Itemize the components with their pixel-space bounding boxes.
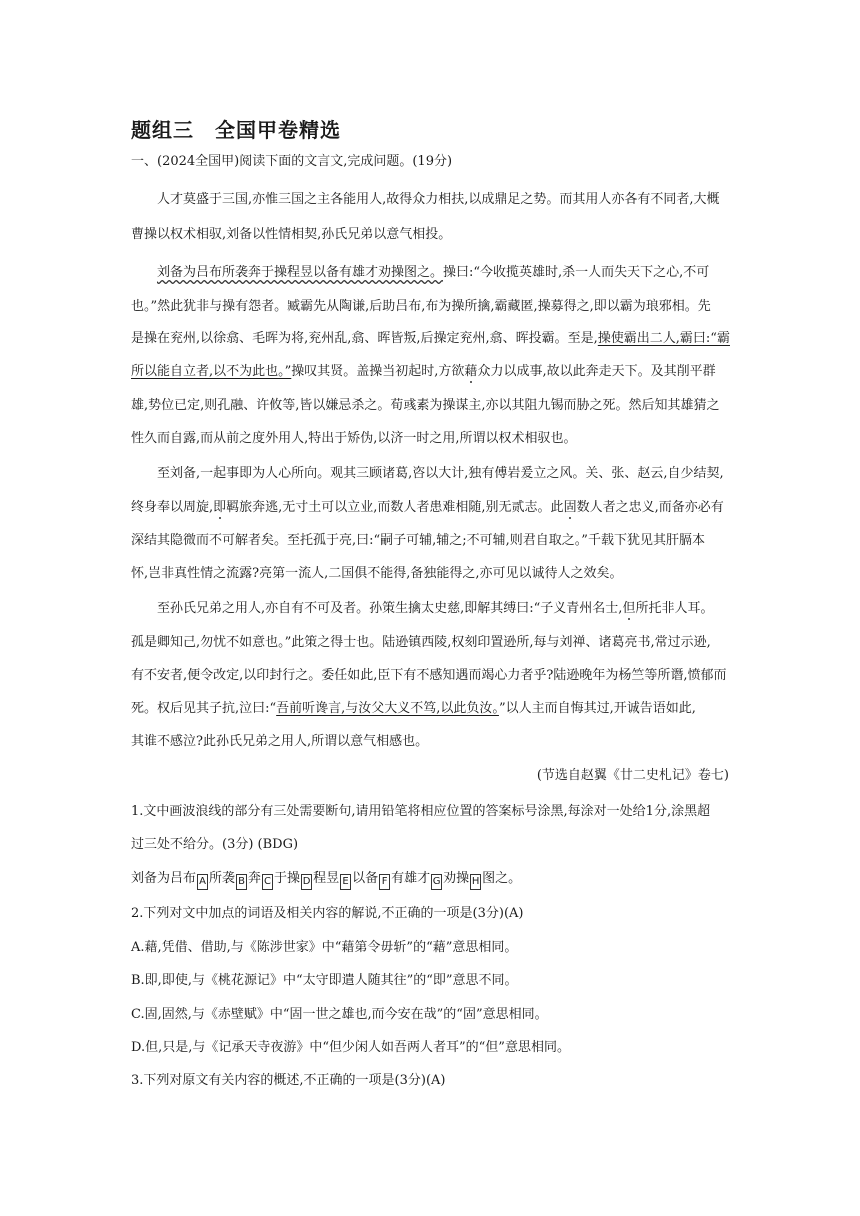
passage-p2-line3: 是操在兖州,以徐翕、毛晖为将,兖州乱,翕、晖皆叛,后操定兖州,翕、晖投霸。至是,操使霸出二人,霸曰:“霸 — [131, 331, 730, 346]
passage-p3-line1: 至刘备,一起事即为人心所向。观其三顾诸葛,咨以大计,独有傅岩爰立之风。关、张、赵云,自少结契, — [157, 466, 724, 481]
passage-p2-line2: 也。”然此犹非与操有怨者。臧霸先从陶谦,后助吕布,布为操所擒,霸藏匿,操募得之,即以霸为琅邪相。先 — [131, 299, 711, 314]
passage-p4-line5: 其谁不感泣?此孙氏兄弟之用人,所谓以意气相感也。 — [131, 734, 429, 749]
q2-option-b: B.即,即使,与《桃花源记》中“太守即遣人随其往”的“即”意思不同。 — [131, 973, 518, 988]
dotted-word-dan: 但 — [622, 601, 636, 616]
wavy-underlined-text: 刘备为吕布所袭奔于操程昱以备有雄才劝操图之。 — [157, 265, 444, 280]
passage-p3-line2: 终身奉以周旋,即羁旅奔逃,无寸土可以立业,而数人者患难相随,别无贰志。此固数人者之忠义,而备亦必有 — [131, 500, 724, 515]
question-intro: 一、(2024全国甲)阅读下面的文言文,完成问题。(19分) — [131, 154, 453, 169]
q1-stem-line2: 过三处不给分。(3分) (BDG) — [131, 837, 299, 852]
q2-option-a: A.藉,凭借、借助,与《陈涉世家》中“藉第令毋斩”的“藉”意思相同。 — [131, 940, 518, 955]
passage-p1-line2: 曹操以权术相驭,刘备以性情相契,孙氏兄弟以意气相投。 — [131, 227, 452, 242]
passage-p2-line1: 刘备为吕布所袭奔于操程昱以备有雄才劝操图之。操曰:“今收揽英雄时,杀一人而失天下之心,不可 — [157, 265, 710, 280]
answer-mark-a[interactable]: A — [197, 874, 208, 890]
passage-p4-line1: 至孙氏兄弟之用人,亦自有不可及者。孙策生擒太史慈,即解其缚曰:“子义青州名士,但所托非人耳。 — [157, 601, 714, 616]
passage-p4-line4: 死。权后见其子抗,泣曰:“吾前听谗言,与汝父大义不笃,以此负汝。”以人主而自悔其过,开诚告语如此, — [131, 701, 696, 716]
source-citation: (节选自赵翼《廿二史札记》卷七) — [536, 768, 729, 783]
passage-p3-line3: 深结其隐微而不可解者矣。至托孤于亮,曰:“嗣子可辅,辅之;不可辅,则君自取之。”千载下犹见其肝膈本 — [131, 533, 705, 548]
passage-p4-line2: 孤是卿知己,勿忧不如意也。”此策之得士也。陆逊镇西陵,权刻印置逊所,每与刘禅、诸葛亮书,常过示逊, — [131, 635, 711, 650]
section-title: 题组三 全国甲卷精选 — [131, 118, 341, 142]
q1-stem-line1: 1.文中画波浪线的部分有三处需要断句,请用铅笔将相应位置的答案标号涂黑,每涂对一处给1分,涂黑超 — [131, 804, 711, 819]
answer-mark-e[interactable]: E — [340, 874, 351, 890]
q3-stem: 3.下列对原文有关内容的概述,不正确的一项是(3分)(A) — [131, 1073, 446, 1088]
dotted-word-ji2: 即 — [213, 500, 227, 515]
answer-mark-b[interactable]: B — [236, 874, 247, 890]
answer-mark-h[interactable]: H — [470, 874, 481, 890]
dotted-word-ji: 藉 — [464, 364, 478, 379]
answer-mark-c[interactable]: C — [262, 874, 273, 890]
passage-p2-line6: 性久而自露,而从前之度外用人,特出于矫伪,以济一时之用,所谓以权术相驭也。 — [131, 431, 577, 446]
passage-p4-line3: 有不安者,便令改定,以印封行之。委任如此,臣下有不感知遇而竭心力者乎?陆逊晚年为杨竺等所谮,愤郁而 — [131, 668, 727, 683]
passage-p2-line5: 雄,势位已定,则孔融、许攸等,皆以嫌忌杀之。荀彧素为操谋主,亦以其阻九锡而胁之死。然后知其雄猜之 — [131, 398, 720, 413]
answer-mark-g[interactable]: G — [431, 874, 442, 890]
q2-option-c: C.固,固然,与《赤壁赋》中“固一世之雄也,而今安在哉”的“固”意思相同。 — [131, 1007, 548, 1022]
answer-mark-d[interactable]: D — [301, 874, 312, 890]
answer-mark-f[interactable]: F — [379, 874, 390, 890]
dotted-word-gu: 固 — [563, 500, 577, 515]
passage-p2-line4: 所以能自立者,以不为此也。”操叹其贤。盖操当初起时,方欲藉众力以成事,故以此奔走天下。及其削平群 — [131, 364, 716, 379]
passage-p3-line4: 怀,岂非真性情之流露?亮第一流人,二国俱不能得,备独能得之,亦可见以诚待人之效矣。 — [131, 566, 623, 581]
q1-answer-line: 刘备为吕布 A 所袭 B 奔 C 于操 D 程昱 E 以备 F 有雄才 G 劝操 H 图之。 — [131, 871, 521, 890]
underlined-sentence: 操使霸出二人,霸曰:“霸 — [597, 331, 730, 346]
q2-option-d: D.但,只是,与《记承天寺夜游》中“但少闲人如吾两人者耳”的“但”意思相同。 — [131, 1040, 570, 1055]
q2-stem: 2.下列对文中加点的词语及相关内容的解说,不正确的一项是(3分)(A) — [131, 906, 524, 921]
underlined-sentence-2: 吾前听谗言,与汝父大义不笃,以此负汝。 — [276, 701, 499, 716]
passage-p1-line1: 人才莫盛于三国,亦惟三国之主各能用人,故得众力相扶,以成鼎足之势。而其用人亦各有不同者,大概 — [157, 192, 720, 207]
underlined-sentence-cont: 所以能自立者,以不为此也。” — [131, 364, 292, 379]
